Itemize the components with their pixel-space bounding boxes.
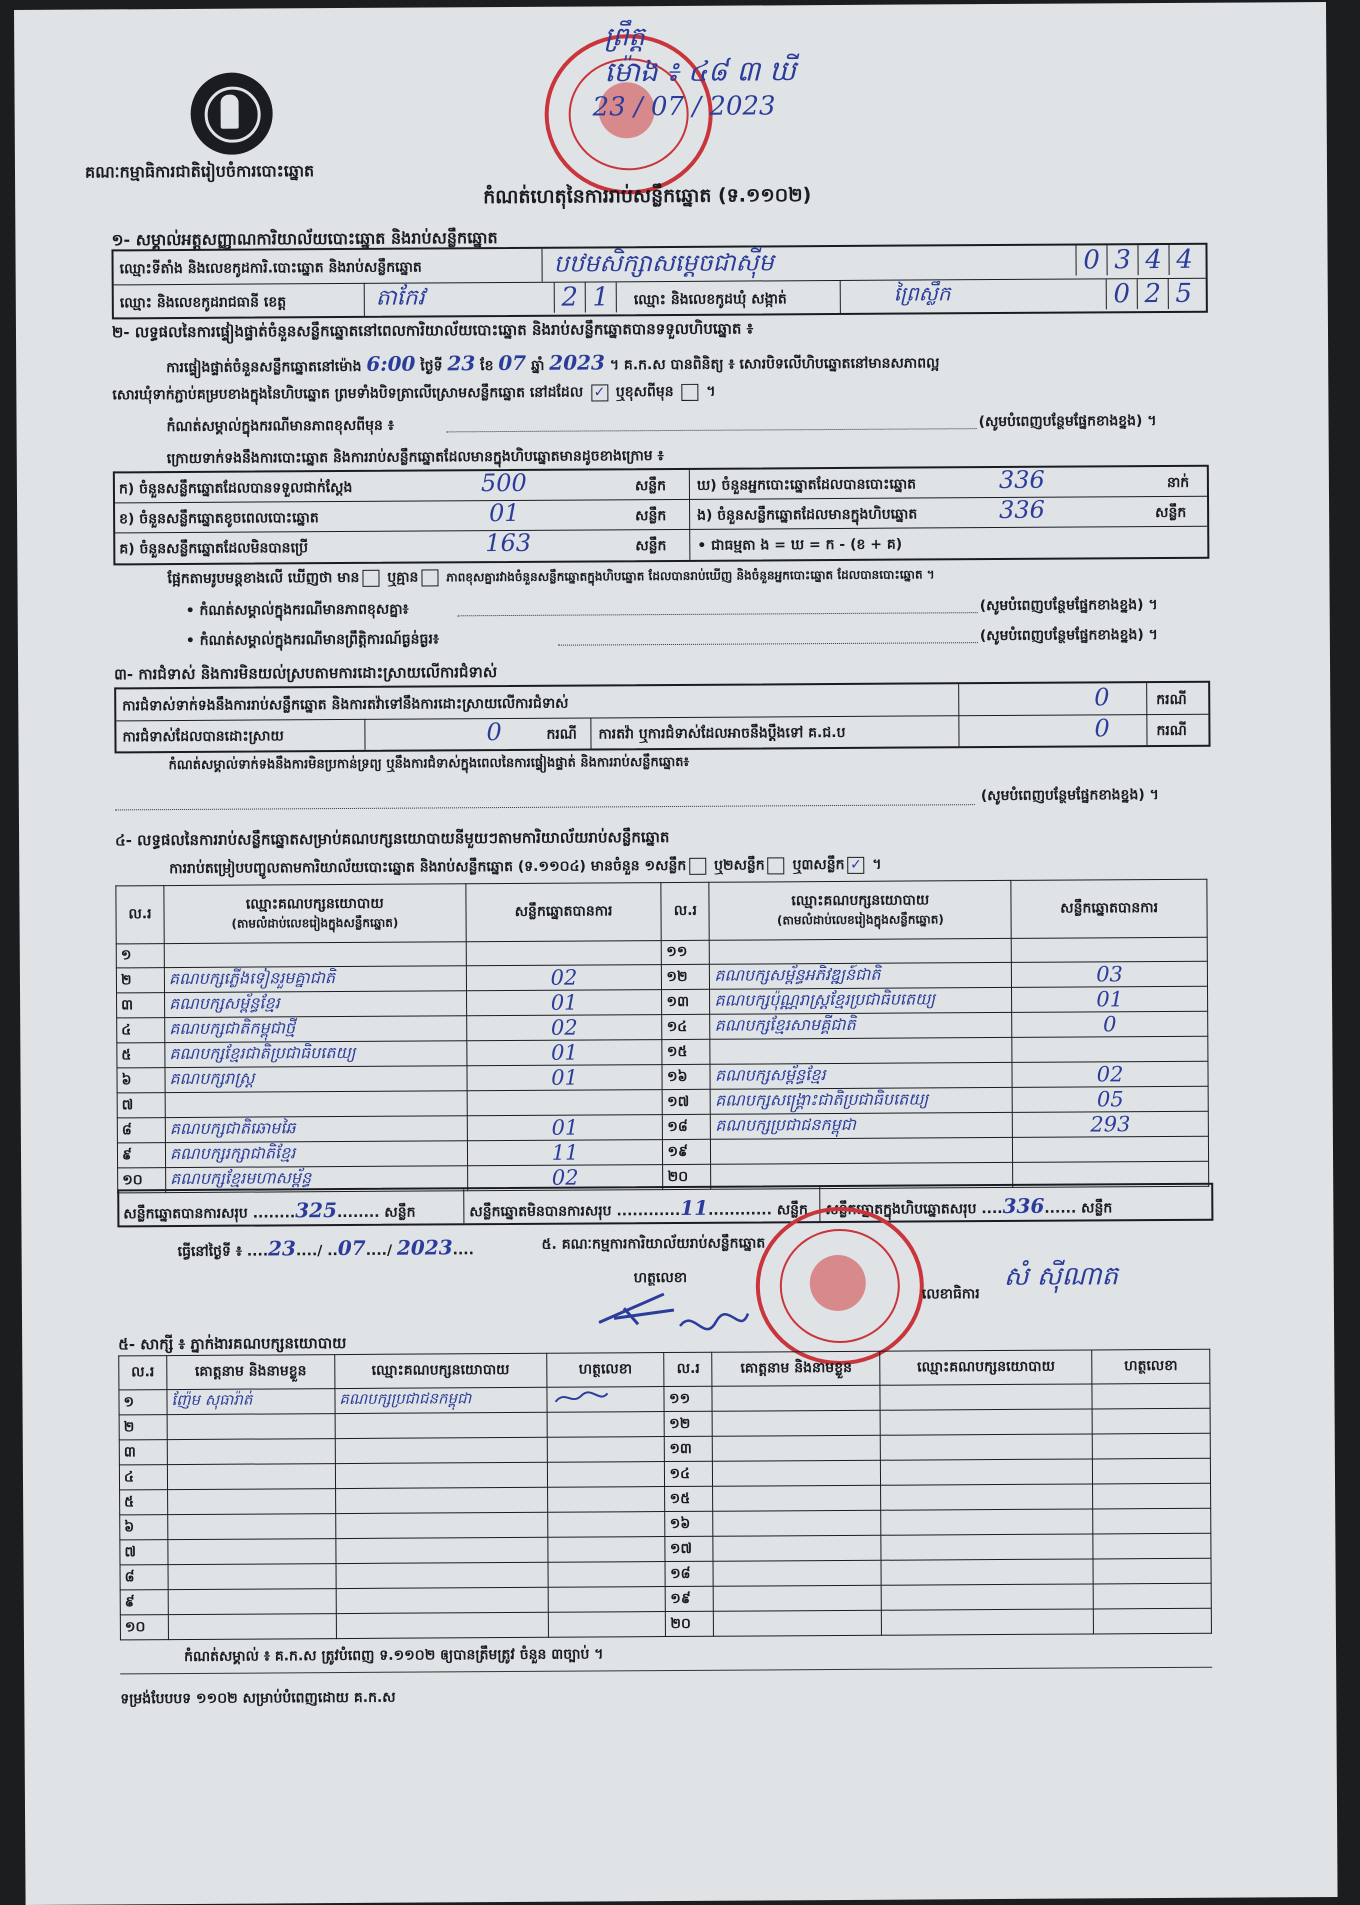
witness-no: ១៦ [665,1511,713,1536]
sign-label: ហត្ថលេខា [633,1269,688,1287]
witness-party [336,1562,548,1588]
s3-r1-value: 0 [1094,683,1110,712]
formula: • ជាធម្មតា ង = ឃ = ក - (ខ + គ) [697,536,903,554]
result-party [164,942,466,968]
witness-no: ១៤ [665,1461,713,1486]
result-votes: 01 [466,990,662,1016]
witness-sign [1093,1583,1211,1609]
witness-party [880,1409,1092,1435]
witness-name [168,1564,336,1590]
ka-label: ក) ចំនួនសន្លឹកឆ្នោតដែលបានទទួលជាក់ស្ដែង [118,479,353,498]
s2-bullet1: • កំណត់សម្គាល់ក្នុងករណីមានភាពខុសគ្នា៖ [185,601,409,619]
form-title: កំណត់ហេតុនៃការរាប់សន្លឹកឆ្នោត (ទ.១១០២) [483,184,812,209]
gho-value: 336 [998,465,1045,494]
result-votes: 01 [467,1115,663,1141]
handwritten-top-2: ម៉ោង ៖ ៤៨ ៣ ឃី [604,54,796,89]
witness-no: ៤ [119,1465,167,1490]
s2-line4: ផ្អែកតាមរូបមន្តខាងលើ ឃើញថា មាន ឬគ្មាន ភាពខុសគ្នារវាងចំនួនសន្លឹកឆ្នោតក្នុងហិបឆ្នោត ដែលបានរាប់ឃើញ និងចំនួនអ្នកបោះឆ្នោត ដែលបានបោះឆ្នោត ។ [167,567,935,588]
date-month: 07 [337,1235,366,1261]
result-party: គណបក្សរាស្ត្រ [165,1066,467,1093]
witness-no: ១៧ [665,1536,713,1561]
witness-party [881,1584,1093,1610]
result-votes [467,1090,663,1116]
witness-name [168,1489,336,1515]
two-sheet-checkbox[interactable] [768,857,785,874]
org-name: គណៈកម្មាធិការជាតិរៀបចំការបោះឆ្នោត [84,161,315,182]
witness-no: ៨ [120,1565,168,1590]
footer-note: កំណត់សម្គាល់ ៖ គ.ក.ស ត្រូវបំពេញ ទ.១១០២ ឲ្យបានត្រឹមត្រូវ ចំនួន ៣ច្បាប់ ។ [184,1646,604,1665]
witness-party [336,1537,548,1563]
result-no: ៩ [117,1143,165,1168]
result-no: ៣ [117,993,165,1018]
ka-value: 500 [480,468,527,498]
result-no: ៤ [117,1018,165,1043]
result-party [710,1037,1012,1064]
ngo-label: ង) ចំនួនសន្លឹកឆ្នោតដែលមានក្នុងហិបឆ្នោត [697,506,918,524]
witness-sign [1092,1458,1210,1484]
result-votes [1012,1036,1208,1062]
result-party: គណបក្សសម្ព័ន្ធអភិវឌ្ឍន៍ជាតិ [710,962,1012,989]
witness-party [881,1459,1093,1485]
s2-note1: កំណត់សម្គាល់ក្នុងករណីមានភាពខុសពីមុន ៖ [166,417,394,436]
result-votes: 02 [467,1165,663,1191]
witness-party [336,1612,548,1638]
section1-table [111,243,1207,320]
ko-value: 163 [485,528,532,558]
result-party: គណបក្សសម្ព័ន្ធខ្មែរ [710,1062,1012,1089]
witness-name: ញ៉ែម សុធារ៉ាត់ [167,1389,335,1415]
result-votes: 11 [467,1140,663,1166]
witness-name [713,1460,881,1486]
witness-sign [547,1412,665,1438]
table-row [120,1608,1211,1640]
result-votes: 03 [1012,961,1208,987]
s3-r2-mid: ការតវ៉ា ឬការជំទាស់ដែលអាចនឹងប្ដឹងទៅ គ.ជ.ប [598,724,846,743]
witness-name [713,1535,881,1561]
witness-party [881,1484,1093,1510]
s2-line1: ការផ្ទៀងផ្ទាត់ចំនួនសន្លឹកឆ្នោតនៅម៉ោង 6:00 ថ្ងៃទី 23 ខែ 07 ឆ្នាំ 2023 ។ គ.ក.ស បានពិនិត្យ ៖ សោរបិទលើហិបឆ្នោតនៅមានសភាពល្អ [166,350,940,377]
result-votes: 02 [466,1015,662,1041]
s2-bullet2: • កំណត់សម្គាល់ក្នុងករណីមានព្រឹត្តិការណ៍ធ្ងន់ធ្ងរ៖ [185,631,440,649]
witness-sign [1093,1533,1211,1559]
witness-sign [547,1387,665,1413]
s1-row2-label: ឈ្មោះ និងលេខកូដរាជធានី ខេត្ត [119,294,287,312]
s1-row2-mid-value: ព្រៃស្លឹក [893,281,951,306]
witness-party [881,1534,1093,1560]
col-party-left: ឈ្មោះគណបក្សនយោបាយ (តាមលំដាប់លេខរៀងក្នុងសន្លឹកឆ្នោត) [164,884,466,944]
witness-no: ១២ [665,1411,713,1436]
result-no: ១៨ [663,1114,711,1139]
result-party: គណបក្សខ្មែរមហាសម្ព័ន្ធ [166,1166,468,1193]
section1-heading: ១- សម្គាល់អត្តសញ្ញាណការិយាល័យបោះឆ្នោត និងរាប់សន្លឹកឆ្នោត [111,228,498,250]
witness-no: ៧ [120,1540,168,1565]
witness-no: ១៥ [665,1486,713,1511]
witness-party [335,1412,547,1438]
witness-no: ៥ [120,1490,168,1515]
witness-name [168,1539,336,1565]
witness-name [712,1385,880,1411]
witness-name [714,1585,882,1611]
witness-name [713,1485,881,1511]
witness-party [881,1434,1093,1460]
witness-name [167,1439,335,1465]
witness-table: ល.រ គោត្តនាម និងនាមខ្លួន ឈ្មោះគណបក្សនយោបាយ ហត្ថលេខា ល.រ គោត្តនាម និងនាមខ្លួន ឈ្មោះគណបក្សនយោបាយ ហត្ថលេខា ១ ញ៉ែម សុធារ៉ាត់ គណបក្សប្រជាជនកម្ពុជា ១១ ២ ១២ ៣ ១៣ ៤ ១៤ ៥ ១៥ ៦ ១៦ ៧ ១៧ ៨ ១៨ ៩ ១៩ ១០ ២០ [118,1349,1212,1641]
witness-party [336,1512,548,1538]
witness-party: គណបក្សប្រជាជនកម្ពុជា [335,1387,547,1413]
witness-sign [547,1462,665,1488]
handwritten-top-1: ព្រឹត្ត [604,22,646,53]
witness-party [335,1487,547,1513]
objection-table: ការជំទាស់ទាក់ទងនឹងការរាប់សន្លឹកឆ្នោត និងការតវ៉ាទៅនឹងការដោះស្រាយលើការជំទាស់ 0 ករណី ការជំទាស់ដែលបានដោះស្រាយ 0 ករណី ការតវ៉ា ឬការជំទាស់ដែលអាចនឹងប្ដឹងទៅ គ.ជ.ប 0 ករណី [114,681,1210,754]
s1-row1-label: ឈ្មោះទីតាំង និងលេខកូដការិ.បោះឆ្នោត និងរាប់សន្លឹកឆ្នោត [119,259,422,278]
result-no: ១១ [662,940,710,964]
witness-party [336,1587,548,1613]
result-votes: 05 [1012,1086,1208,1112]
result-votes: 0 [1012,1011,1208,1037]
witness-name [714,1610,882,1636]
witness-sign [547,1487,665,1513]
witness-name [713,1510,881,1536]
result-votes [1013,1136,1209,1162]
witness-no: ៣ [119,1440,167,1465]
result-party: គណបក្សជាតិកម្ពុជាថ្មី [165,1016,467,1043]
s3-r2-value2: 0 [1094,714,1110,743]
s1-row1-code: 0 3 4 4 [1075,245,1199,279]
s1-row2-code-left: 2 1 [554,282,617,312]
date-year: 2023 [396,1235,453,1260]
witness-no: ២ [119,1415,167,1440]
result-no: ១២ [662,964,710,989]
s1-row1-value: បឋមសិក្សាសម្ដេចជាស៊ីម [553,248,774,278]
secretary-name: សំ ស៊ីណាត [1003,1261,1119,1292]
chair-signature-icon [594,1288,684,1329]
result-party [710,938,1012,964]
handwritten-top-3: 23 / 07 / 2023 [592,91,776,123]
witness-sign [1092,1408,1210,1434]
witness-no: ១ [119,1390,167,1415]
result-party: គណបក្សជាតិឆោមឆៃ [165,1116,467,1143]
date-day: 23 [268,1236,297,1261]
results-table [115,879,1209,1194]
one-sheet-checkbox[interactable] [689,857,706,874]
s4-intro: ការរាប់តម្រៀបបញ្ចូលតាមការិយាល័យបោះឆ្នោត និងរាប់សន្លឹកឆ្នោត (ទ.១១០៤) មានចំនួន ១សន្លឹក ឬ២សន្លឹក ឬ៣សន្លឹក ✓ ។ [169,856,882,878]
col-votes-left: សន្លឹកឆ្នោតបានការ [466,883,662,942]
three-sheet-checkbox[interactable]: ✓ [847,856,864,873]
result-no: ១៣ [662,989,710,1014]
result-party: គណបក្សខ្មែរជាតិប្រជាធិបតេយ្យ [165,1041,467,1068]
witness-no: ១១ [664,1386,712,1411]
s1-row2-value: តាកែវ [375,285,425,311]
result-votes: 01 [467,1065,663,1091]
s1-row2-mid-label: ឈ្មោះ និងលេខកូដឃុំ សង្កាត់ [633,291,787,309]
result-no: ១០ [118,1168,166,1193]
result-no: ៦ [117,1068,165,1093]
result-votes [466,941,662,966]
s1-row2-code-right: 0 2 5 [1106,279,1199,310]
result-votes: 02 [1012,1061,1208,1087]
has-diff-checkbox[interactable] [362,569,379,586]
date-line: ធ្វើនៅថ្ងៃទី ៖ ....23..../ ..07..../ 2023.... [177,1235,474,1261]
same-checkbox[interactable]: ✓ [591,384,608,401]
witness-party [881,1559,1093,1585]
s3-r1-label: ការជំទាស់ទាក់ទងនឹងការរាប់សន្លឹកឆ្នោត និងការតវ៉ាទៅនឹងការដោះស្រាយលើការជំទាស់ [122,695,569,715]
section3-heading: ៣- ការជំទាស់ និងការមិនយល់ស្របតាមការដោះស្រាយលើការជំទាស់ [114,663,498,684]
result-party: គណបក្សសម្ព័ន្ធខ្មែរ [164,991,466,1018]
witness-name [713,1410,881,1436]
result-party: គណបក្សសង្គ្រោះជាតិប្រជាធិបតេយ្យ [711,1087,1013,1114]
result-no: ១៧ [663,1089,711,1114]
section2-heading: ២- លទ្ធផលនៃការផ្ទៀងផ្ទាត់ចំនួនសន្លឹកឆ្នោតនៅពេលការិយាល័យបោះឆ្នោត និងរាប់សន្លឹកឆ្នោតបានទទួលហិបឆ្នោត ៖ [111,319,754,342]
s2-time: 6:00 [366,351,416,376]
secretary-label: លេខាធិការ [921,1286,980,1303]
result-no: ៨ [117,1118,165,1143]
result-votes: 01 [466,1040,662,1066]
result-no: ១៥ [662,1039,710,1064]
result-no: ២ [116,968,164,993]
witness-party [335,1437,547,1463]
nec-emblem-icon [190,72,272,154]
witness-no: ៦ [120,1515,168,1540]
witness-no: ១៨ [665,1561,713,1586]
s2-day: 23 [447,351,476,376]
result-votes: 293 [1012,1111,1208,1137]
section5-heading: ៥- សាក្សី ៖ ភ្នាក់ងារគណបក្សនយោបាយ [118,1334,347,1354]
witness-name [168,1589,336,1615]
s2-line3: ក្រោយទាក់ទងនឹងការបោះឆ្នោត និងការរាប់សន្លឹកឆ្នោតដែលមានក្នុងហិបឆ្នោតមានដូចខាងក្រោម ៖ [166,448,664,468]
result-no: ១៦ [662,1064,710,1089]
totals-row: សន្លឹកឆ្នោតបានការសរុប ........325........ សន្លឹក សន្លឹកឆ្នោតមិនបានការសរុប ............11............ សន្លឹក សន្លឹកឆ្នោតក្នុងហិបឆ្នោតសរុប ....336...... សន្លឹក [117,1183,1213,1228]
col-party-right: ឈ្មោះគណបក្សនយោបាយ (តាមលំដាប់លេខរៀងក្នុងសន្លឹកឆ្នោត) [709,880,1011,940]
committee-label: ៥. គណៈកម្មការការិយាល័យរាប់សន្លឹកឆ្នោត [541,1235,766,1253]
result-party: គណបក្សរក្សាជាតិខ្មែរ [165,1141,467,1168]
result-party [165,1091,467,1118]
s2-line2: សោរឃុំទាក់ភ្ជាប់គម្របខាងក្នុងនៃហិបឆ្នោត ព្រមទាំងបិទត្រាលើស្រោមសន្លឹកឆ្នោត នៅដដែល ✓ ឬខុសពីមុន ។ [112,383,716,404]
s2-note1-suffix: (សូមបំពេញបន្ថែមផ្នែកខាងខ្នង) ។ [978,413,1157,431]
result-votes: 01 [1012,986,1208,1012]
result-party: គណបក្សប៉ុណ្ណរាស្ត្រខ្មែរប្រជាធិបតេយ្យ [710,987,1012,1014]
s2-year: 2023 [549,350,605,375]
result-no: ១៩ [663,1139,711,1164]
count-table: ក) ចំនួនសន្លឹកឆ្នោតដែលបានទទួលជាក់ស្ដែង 500 សន្លឹក ខ) ចំនួនសន្លឹកឆ្នោតខូចពេលបោះឆ្នោត 01 សន្លឹក គ) ចំនួនសន្លឹកឆ្នោតដែលមិនបានប្រើ 163 សន្លឹក ឃ) ចំនួនអ្នកបោះឆ្នោតដែលបានបោះឆ្នោត 336 នាក់ ង) ចំនួនសន្លឹកឆ្នោតដែលមានក្នុងហិបឆ្នោត 336 សន្លឹក • ជាធម្មតា ង = ឃ = ក - (ខ + គ) [113,465,1210,566]
witness-no: ១៣ [665,1436,713,1461]
result-votes: 02 [466,965,662,991]
section4-heading: ៤- លទ្ធផលនៃការរាប់សន្លឹកឆ្នោតសម្រាប់គណបក្សនយោបាយនីមួយៗតាមការិយាល័យរាប់សន្លឹកឆ្នោត [115,828,670,850]
kha-value: 01 [489,498,520,528]
witness-no: ១០ [120,1615,168,1640]
witness-name [168,1514,336,1540]
witness-sign [1092,1383,1210,1409]
total-box-label: សន្លឹកឆ្នោតក្នុងហិបឆ្នោតសរុប [825,1201,977,1219]
witness-party [882,1609,1094,1635]
result-party [711,1137,1013,1164]
total-valid-label: សន្លឹកឆ្នោតបានការសរុប [123,1205,248,1223]
witness-sign [548,1612,666,1638]
witness-name [713,1560,881,1586]
col-votes-right: សន្លឹកឆ្នោតបានការ [1011,879,1207,938]
witness-sign [1092,1433,1210,1459]
s3-r2-value: 0 [486,718,502,747]
witness-name [713,1435,881,1461]
result-no: ១ [116,944,164,968]
different-checkbox[interactable] [681,383,698,400]
witness-party [881,1509,1093,1535]
total-valid-value: 325 [295,1198,338,1223]
witness-sign [547,1512,665,1538]
witness-no: ២០ [666,1611,714,1636]
witness-no: ១៩ [666,1586,714,1611]
witness-sign [1093,1558,1211,1584]
witness-sign [548,1562,666,1588]
s2-month: 07 [498,350,527,376]
witness-sign [1093,1508,1211,1534]
witness-party [335,1462,547,1488]
witness-name [167,1464,335,1490]
total-invalid-label: សន្លឹកឆ្នោតមិនបានការសរុប [469,1203,612,1221]
chair-signature-small-icon [674,1306,754,1346]
result-no: ១៤ [662,1014,710,1039]
ngo-value: 336 [998,495,1045,524]
total-invalid-value: 11 [680,1195,709,1220]
gho-label: ឃ) ចំនួនអ្នកបោះឆ្នោតដែលបានបោះឆ្នោត [696,476,917,494]
witness-sign [547,1537,665,1563]
kha-label: ខ) ចំនួនសន្លឹកឆ្នោតខូចពេលបោះឆ្នោត [119,510,319,528]
result-no: ៥ [117,1043,165,1068]
result-party: គណបក្សប្រជាជនកម្ពុជា [711,1112,1013,1139]
result-no: ៧ [117,1093,165,1118]
form-sheet: គណៈកម្មាធិការជាតិរៀបចំការបោះឆ្នោត ព្រឹត្ត ម៉ោង ៖ ៤៨ ៣ ឃី 23 / 07 / 2023 កំណត់ហេតុនៃការរាប់សន្លឹកឆ្នោត (ទ.១១០២) ១- សម្គាល់អត្តសញ្ញាណការិយាល័យបោះឆ្នោត និងរាប់សន្លឹកឆ្នោត ឈ្មោះទីតាំង និងលេខកូដការិ.បោះឆ្នោត និងរាប់សន្លឹកឆ្នោត បឋមសិក្សាសម្ដេចជាស៊ីម 0 3 4 4 ឈ្មោះ និងលេខកូដរាជធានី ខេត្ត តាកែវ 2 1 ឈ្មោះ និងលេខកូដឃុំ សង្កាត់ ព្រៃស្លឹក 0 2 5 ២- លទ្ធផលនៃការផ្ទៀងផ្ទាត់ចំនួនសន្លឹកឆ្នោតនៅពេលការិយាល័យបោះឆ្នោត និងរាប់សន្លឹកឆ្នោតបានទទួលហិបឆ្នោត ៖ ការផ្ទៀងផ្ទាត់ចំនួនសន្លឹកឆ្នោតនៅម៉ោង 6:00 ថ្ងៃទី 23 ខែ 07 ឆ្នាំ 2023 ។ គ.ក.ស បានពិនិត្យ ៖ សោរបិទលើហិបឆ្នោតនៅមានសភាពល្អ សោរឃុំទាក់ភ្ជាប់គម្របខាងក្នុងនៃហិបឆ្នោត ព្រមទាំងបិទត្រាលើស្រោមសន្លឹកឆ្នោត នៅដដែល ✓ ឬខុសពីមុន ។ កំណត់សម្គាល់ក្នុងករណីមានភាពខុសពីមុន ៖ (សូមបំពេញបន្ថែមផ្នែកខាងខ្នង) ។ ក្រោយទាក់ទងនឹងការបោះឆ្នោត និងការរាប់សន្លឹកឆ្នោតដែលមានក្នុងហិបឆ្នោតមានដូចខាងក្រោម ៖ ក) ចំនួនសន្លឹកឆ្នោតដែលបានទទួលជាក់ស្ដែង 500 សន្លឹក ខ) ចំនួនសន្លឹកឆ្នោតខូចពេលបោះឆ្នោត 01 សន្លឹក គ) ចំនួនសន្លឹកឆ្នោតដែលមិនបានប្រើ 163 សន្លឹក ឃ) ចំនួនអ្នកបោះឆ្នោតដែលបានបោះឆ្នោត 336 នាក់ ង) ចំនួនសន្លឹកឆ្នោតដែលមានក្នុងហិបឆ្នោត 336 សន្លឹក • ជាធម្មតា ង = ឃ = ក - (ខ + គ) ផ្អែកតាមរូបមន្តខាងលើ ឃើញថា មាន ឬគ្មាន ភាពខុសគ្នារវាងចំនួនសន្លឹកឆ្នោតក្នុងហិបឆ្នោត ដែលបានរាប់ឃើញ និងចំនួនអ្នកបោះឆ្នោត ដែលបានបោះឆ្នោត ។ • កំណត់សម្គាល់ក្នុងករណីមានភាពខុសគ្នា៖ (សូមបំពេញបន្ថែមផ្នែកខាងខ្នង) ។ • កំណត់សម្គាល់ក្នុងករណីមានព្រឹត្តិការណ៍ធ្ងន់ធ្ងរ៖ (សូមបំពេញបន្ថែមផ្នែកខាងខ្នង) ។ ៣- ការជំទាស់ និងការមិនយល់ស្របតាមការដោះស្រាយលើការជំទាស់ ការជំទាស់ទាក់ទងនឹងការរាប់សន្លឹកឆ្នោត និងការតវ៉ាទៅនឹងការដោះស្រាយលើការជំទាស់ 0 ករណី ការជំទាស់ដែលបានដោះស្រាយ 0 ករណី ការតវ៉ា ឬការជំទាស់ដែលអាចនឹងប្ដឹងទៅ គ.ជ.ប 0 ករណី កំណត់សម្គាល់ទាក់ទងនឹងការមិនប្រកាន់ទ្រព្យ ឬនឹងការជំទាស់ក្នុងពេលនៃការផ្ទៀងផ្ទាត់ និងការរាប់សន្លឹកឆ្នោត៖ (សូមបំពេញបន្ថែមផ្នែកខាងខ្នង) ។ ៤- លទ្ធផលនៃការរាប់សន្លឹកឆ្នោតសម្រាប់គណបក្សនយោបាយនីមួយៗតាមការិយាល័យរាប់សន្លឹកឆ្នោត ការរាប់តម្រៀបបញ្ចូលតាមការិយាល័យបោះឆ្នោត និងរាប់សន្លឹកឆ្នោត (ទ.១១០៤) មានចំនួន ១សន្លឹក ឬ២សន្លឹក ឬ៣សន្លឹក ✓ ។ ល.រ ឈ្មោះគណបក្សនយោបាយ (តាមលំដាប់លេខរៀងក្នុងសន្លឹកឆ្នោត) សន្លឹកឆ្នោតបានការ ល.រ ឈ្មោះគណបក្សនយោបាយ (តាមលំដាប់លេខរៀងក្នុងសន្លឹកឆ្នោត) សន្លឹកឆ្នោតបានការ ១ ១១ ២ គណបក្សភ្លើងទៀនរួមគ្នាជាតិ 02 ១២ គណបក្សសម្ព័ន្ធអភិវឌ្ឍន៍ជាតិ 03 ៣ គណបក្សសម្ព័ន្ធខ្មែរ 01 ១៣ គណបក្សប៉ុណ្ណរាស្ត្រខ្មែរប្រជាធិបតេយ្យ 01 ៤ គណបក្សជាតិកម្ពុជាថ្មី 02 ១៤ គណបក្សខ្មែរសាមគ្គីជាតិ 0 ៥ គណបក្សខ្មែរជាតិប្រជាធិបតេយ្យ 01 ១៥ ៦ គណបក្សរាស្ត្រ 01 ១៦ គណបក្សសម្ព័ន្ធខ្មែរ 02 ៧ ១៧ គណបក្សសង្គ្រោះជាតិប្រជាធិបតេយ្យ 05 ៨ គណបក្សជាតិឆោមឆៃ 01 ១៨ គណបក្សប្រជាជនកម្ពុជា 293 ៩ គណបក្សរក្សាជាតិខ្មែរ 11 ១៩ ១០ គណបក្សខ្មែរមហាសម្ព័ន្ធ 02 ២០ សន្លឹកឆ្នោតបានការសរុប ........325........ សន្លឹក សន្លឹកឆ្នោតមិនបានការសរុប ............11............ សន្លឹក សន្លឹកឆ្នោតក្នុងហិបឆ្នោតសរុប ....336...... សន្លឹក ធ្វើនៅថ្ងៃទី ៖ ....23..../ ..07..../ 2023.... ៥. គណៈកម្មការការិយាល័យរាប់សន្លឹកឆ្នោត ហត្ថលេខា លេខាធិការ សំ ស៊ីណាត ៥- សាក្សី ៖ ភ្នាក់ងារគណបក្សនយោបាយ ល.រ គោត្តនាម និងនាមខ្លួន ឈ្មោះគណបក្សនយោបាយ ហត្ថលេខា ល.រ គោត្តនាម និងនាមខ្លួន ឈ្មោះគណបក្សនយោបាយ ហត្ថលេខា ១ ញ៉ែម សុធារ៉ាត់ គណបក្សប្រជាជនកម្ពុជា ១១ ២ ១២ ៣ ១៣ ៤ ១៤ ៥ ១៥ ៦ ១៦ ៧ ១៧ ៨ ១៨ ៩ ១៩ ១០ ២០ កំណត់សម្គាល់ ៖ គ.ក.ស ត្រូវបំពេញ ទ.១១០២ ឲ្យបានត្រឹមត្រូវ ចំនួន ៣ច្បាប់ ។ ទម្រង់បែបបទ ១១០២ សម្រាប់បំពេញដោយ គ.ក.ស [14,2,1338,1905]
result-party: គណបក្សខ្មែរសាមគ្គីជាតិ [710,1012,1012,1039]
witness-name [168,1614,336,1640]
result-party: គណបក្សភ្លើងទៀនរួមគ្នាជាតិ [164,966,466,993]
witness-name [167,1414,335,1440]
witness-sign [1093,1483,1211,1509]
ko-label: គ) ចំនួនសន្លឹកឆ្នោតដែលមិនបានប្រើ [119,540,309,558]
result-votes [1011,937,1207,962]
s3-note: កំណត់សម្គាល់ទាក់ទងនឹងការមិនប្រកាន់ទ្រព្យ ឬនឹងការជំទាស់ក្នុងពេលនៃការផ្ទៀងផ្ទាត់ និងការរាប់សន្លឹកឆ្នោត៖ [168,754,690,774]
witness-sign [547,1437,665,1463]
result-no: ២០ [663,1164,711,1189]
witness-no: ៩ [120,1590,168,1615]
witness-sign [548,1587,666,1613]
witness-signature-icon [551,1387,611,1407]
total-box-value: 336 [1002,1193,1045,1218]
s3-r2-label: ការជំទាស់ដែលបានដោះស្រាយ [122,728,284,746]
col-no-left: ល.រ [116,886,164,944]
witness-party [880,1384,1092,1410]
witness-sign [1093,1608,1211,1634]
footer-bottom: ទម្រង់បែបបទ ១១០២ សម្រាប់បំពេញដោយ គ.ក.ស [120,1689,396,1708]
col-no-right: ល.រ [661,882,709,940]
committee-seal-icon [755,1206,924,1365]
no-diff-checkbox[interactable] [421,569,438,586]
